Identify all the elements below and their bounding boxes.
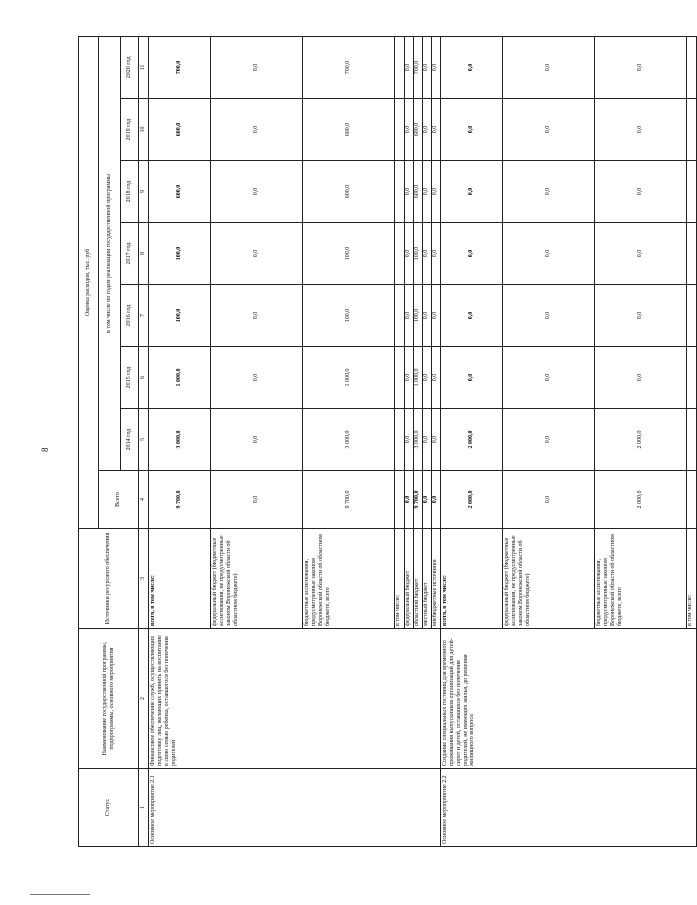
footer-line [30,894,90,895]
event-name: Создание специальных гостиниц для временного проживания выпускников организаций для детей-сирот и детей, оставшихся без попечения родителей, не имеющих жилья, до решения жилищного вопроса [440,629,696,769]
value-cell: 700,0 [413,36,422,98]
header-year: 2018 год [121,161,139,223]
value-cell: 600,0 [413,161,422,223]
value-cell: 0,0 [502,161,594,223]
value-cell: 100,0 [302,285,394,347]
column-number: 8 [139,223,149,285]
value-cell: 100,0 [302,223,394,285]
value-cell: 0,0 [422,409,431,471]
empty-cell [394,347,404,409]
value-cell: 1 000,0 [413,347,422,409]
value-cell: 0,0 [594,161,686,223]
header-by-year: в том числе по годам реализации государственной программы [99,36,121,470]
column-number: 2 [139,629,149,769]
value-cell: 0,0 [502,409,594,471]
sub-label: в том числе: [686,529,696,629]
source-cell: областной бюджет [413,529,422,629]
header-year: 2015 год [121,347,139,409]
table-row [440,36,502,846]
value-cell: 0,0 [502,99,594,161]
value-cell: 2 000,0 [440,409,502,471]
value-cell: 100,0 [148,223,210,285]
value-cell: 0,0 [210,347,302,409]
value-cell: 0,0 [431,223,440,285]
value-cell: 0,0 [404,223,413,285]
value-cell: 0,0 [440,223,502,285]
empty-cell [686,285,696,347]
header-status: Статус [79,769,139,847]
value-cell: 100,0 [413,285,422,347]
empty-cell [686,409,696,471]
budget-table [78,36,697,847]
value-cell: 9 700,0 [302,471,394,529]
value-cell: 0,0 [404,99,413,161]
value-cell: 0,0 [404,409,413,471]
value-cell: 600,0 [302,161,394,223]
empty-cell [686,36,696,98]
value-cell: 2 000,0 [594,409,686,471]
value-cell: 0,0 [422,347,431,409]
source-cell: федеральный бюджет (бюджетные ассигнования, не предусмотренные законом Воронежской области об областном бюджете) [210,529,302,629]
value-cell: 9 700,0 [413,471,422,529]
value-cell: 0,0 [431,409,440,471]
value-cell: 0,0 [404,347,413,409]
column-number: 1 [139,769,149,847]
value-cell: 0,0 [431,99,440,161]
empty-cell [686,471,696,529]
value-cell: 0,0 [594,285,686,347]
value-cell: 1 000,0 [302,347,394,409]
value-cell: 0,0 [502,347,594,409]
rotated-table-wrapper [78,37,693,847]
value-cell: 0,0 [431,347,440,409]
value-cell: 2 000,0 [594,471,686,529]
value-cell: 0,0 [422,223,431,285]
value-cell: 0,0 [210,285,302,347]
value-cell: 0,0 [594,99,686,161]
value-cell: 0,0 [422,36,431,98]
value-cell: 0,0 [404,471,413,529]
source-cell: местный бюджет [422,529,431,629]
value-cell: 0,0 [422,99,431,161]
value-cell: 0,0 [502,223,594,285]
value-cell: 600,0 [413,99,422,161]
value-cell: 0,0 [502,285,594,347]
value-cell: 0,0 [502,36,594,98]
value-cell: 0,0 [422,285,431,347]
value-cell: 3 000,0 [302,409,394,471]
value-cell: 0,0 [431,161,440,223]
value-cell: 0,0 [210,36,302,98]
empty-cell [394,99,404,161]
header-year: 2014 год [121,409,139,471]
column-number: 3 [139,529,149,629]
empty-cell [686,223,696,285]
column-number: 10 [139,99,149,161]
value-cell: 100,0 [148,285,210,347]
value-cell: 0,0 [404,285,413,347]
value-cell: 0,0 [440,36,502,98]
value-cell: 0,0 [431,471,440,529]
value-cell: 0,0 [431,285,440,347]
column-number: 7 [139,285,149,347]
value-cell: 0,0 [210,409,302,471]
empty-cell [394,471,404,529]
empty-cell [394,223,404,285]
empty-cell [394,409,404,471]
event-status: Основное мероприятие 2.1 [148,769,440,847]
sub-label: в том числе: [394,529,404,629]
value-cell: 600,0 [302,99,394,161]
value-cell: 0,0 [210,161,302,223]
value-cell: 0,0 [440,347,502,409]
header-year: 2020 год [121,36,139,98]
value-cell: 0,0 [404,36,413,98]
value-cell: 0,0 [440,99,502,161]
value-cell: 0,0 [594,223,686,285]
header-source: Источники ресурсного обеспечения [79,529,139,629]
source-cell: бюджетные ассигнования, предусмотренные законом Воронежской области об областном бюджете, всего [302,529,394,629]
value-cell: 0,0 [502,471,594,529]
value-cell: 0,0 [594,36,686,98]
source-cell: всего, в том числе: [148,529,210,629]
value-cell: 0,0 [440,161,502,223]
header-year: 2017 год [121,223,139,285]
source-cell: федеральный бюджет [404,529,413,629]
column-number: 9 [139,161,149,223]
source-cell: федеральный бюджет (бюджетные ассигнования, не предусмотренные законом Воронежской области об областном бюджете) [502,529,594,629]
column-number: 6 [139,347,149,409]
header-estimate: Оценка расходов, тыс. руб [79,36,99,528]
value-cell: 0,0 [431,36,440,98]
value-cell: 2 000,0 [440,471,502,529]
table-row [148,36,210,846]
column-number: 11 [139,36,149,98]
value-cell: 9 700,0 [148,471,210,529]
header-year: 2016 год [121,285,139,347]
column-number: 5 [139,409,149,471]
empty-cell [394,285,404,347]
value-cell: 3 000,0 [413,409,422,471]
value-cell: 1 000,0 [148,347,210,409]
value-cell: 0,0 [210,223,302,285]
value-cell: 700,0 [302,36,394,98]
source-cell: бюджетные ассигнования, предусмотренные законом Воронежской области об областном бюджете, всего [594,529,686,629]
value-cell: 0,0 [210,99,302,161]
column-number: 4 [139,471,149,529]
empty-cell [686,99,696,161]
header-total: Всего [99,471,139,529]
value-cell: 3 000,0 [148,409,210,471]
empty-cell [394,36,404,98]
value-cell: 0,0 [422,471,431,529]
value-cell: 0,0 [422,161,431,223]
value-cell: 0,0 [440,285,502,347]
header-year: 2019 год [121,99,139,161]
value-cell: 600,0 [148,161,210,223]
value-cell: 0,0 [210,471,302,529]
value-cell: 100,0 [413,223,422,285]
value-cell: 0,0 [404,161,413,223]
source-cell: внебюджетные источники [431,529,440,629]
event-status: Основное мероприятие 2.2 [440,769,696,847]
value-cell: 700,0 [148,36,210,98]
source-cell: всего, в том числе: [440,529,502,629]
empty-cell [686,161,696,223]
value-cell: 0,0 [594,347,686,409]
page-number: 8 [40,447,50,452]
event-name: Финансовое обеспечение служб, осуществляющих подготовку лиц, желающих принять на воспитание в свою семью ребенка, оставшегося без попечения родителей [148,629,440,769]
empty-cell [686,347,696,409]
header-name: Наименование государственной программы, подпрограммы, основного мероприятия [79,629,139,769]
value-cell: 600,0 [148,99,210,161]
empty-cell [394,161,404,223]
